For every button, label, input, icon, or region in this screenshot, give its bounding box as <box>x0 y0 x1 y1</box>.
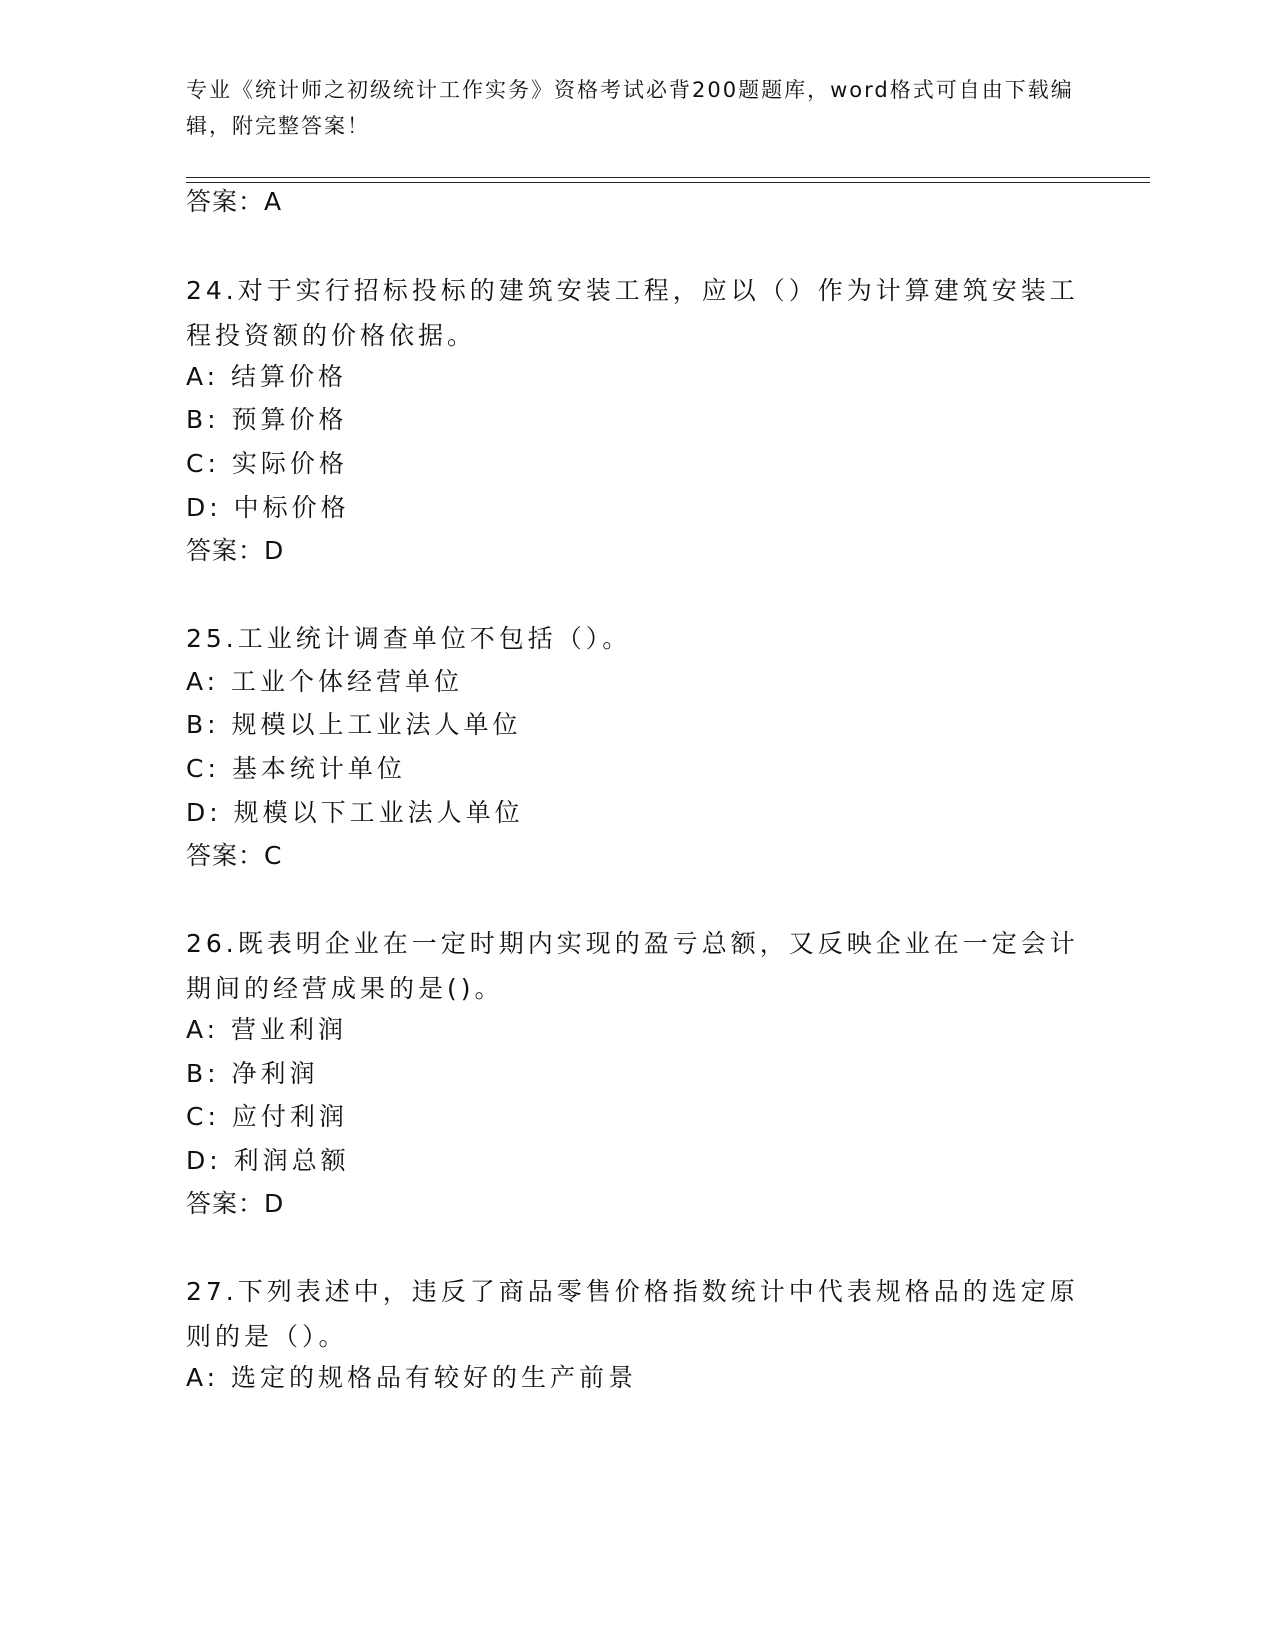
question-27-option-a: A: 选定的规格品有较好的生产前景 <box>186 1363 638 1392</box>
header-divider-top <box>186 177 1150 178</box>
document-header: 专业《统计师之初级统计工作实务》资格考试必背200题题库，word格式可自由下载编辑，附完整答案！ <box>186 78 1074 138</box>
question-26-option-a: A: 营业利润 <box>186 1015 348 1044</box>
question-24-option-a: A: 结算价格 <box>186 362 348 391</box>
answer-label-prev: 答案：A <box>186 187 283 216</box>
question-25-stem: 25.工业统计调查单位不包括（）。 <box>186 624 632 653</box>
question-24-option-c: C: 实际价格 <box>186 449 348 478</box>
question-26-option-c: C: 应付利润 <box>186 1102 348 1131</box>
question-24-stem: 24.对于实行招标投标的建筑安装工程，应以（）作为计算建筑安装工程投资额的价格依据。 <box>186 276 1079 350</box>
question-25-option-d: D: 规模以下工业法人单位 <box>186 798 524 827</box>
question-26-option-d: D: 利润总额 <box>186 1146 350 1175</box>
question-24-option-b: B: 预算价格 <box>186 405 348 434</box>
question-24-option-d: D: 中标价格 <box>186 493 350 522</box>
question-27-stem: 27.下列表述中，违反了商品零售价格指数统计中代表规格品的选定原则的是（）。 <box>186 1277 1079 1351</box>
question-26-option-b: B: 净利润 <box>186 1059 319 1088</box>
question-25-option-a: A: 工业个体经营单位 <box>186 667 464 696</box>
question-25-option-c: C: 基本统计单位 <box>186 754 406 783</box>
header-divider-bottom <box>186 182 1150 183</box>
question-24-answer: 答案：D <box>186 536 285 565</box>
question-25-option-b: B: 规模以上工业法人单位 <box>186 710 522 739</box>
question-25-answer: 答案：C <box>186 841 283 870</box>
question-26-answer: 答案：D <box>186 1189 285 1218</box>
question-26-stem: 26.既表明企业在一定时期内实现的盈亏总额，又反映企业在一定会计期间的经营成果的是()。 <box>186 929 1079 1003</box>
